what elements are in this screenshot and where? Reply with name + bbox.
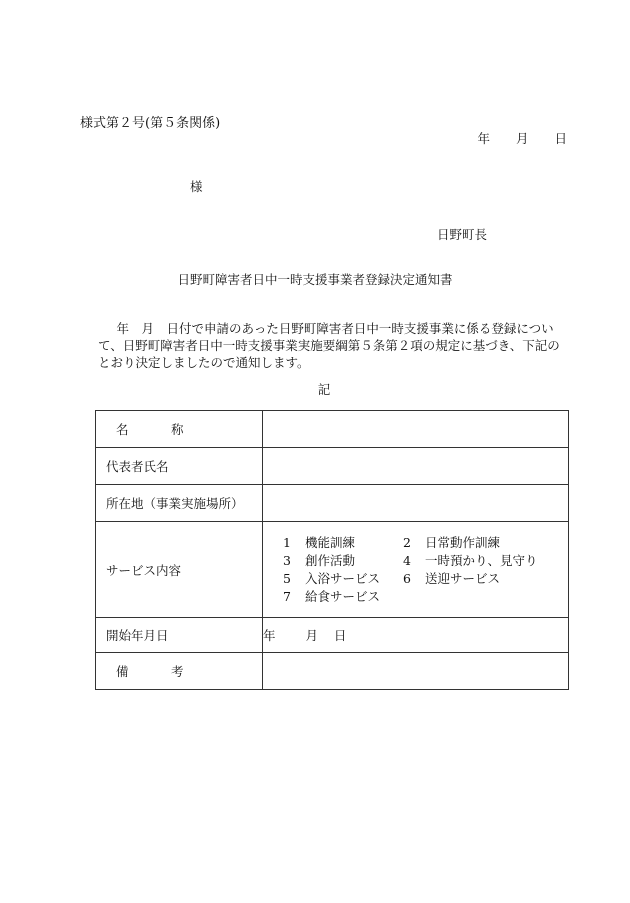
location-label: 所在地（事業実施場所） [96,485,263,522]
start-month: 月 [305,628,318,643]
service-item: 5 入浴サービス [283,570,381,586]
service-item: 2 日常動作訓練 [403,534,501,550]
location-value [263,485,569,522]
table-row [96,618,569,653]
remarks-label: 備 考 [96,653,263,690]
name-value [263,411,569,448]
service-item: 3 創作活動 [283,552,356,568]
start-date-label: 開始年月日 [96,618,263,653]
table-row [96,485,569,522]
representative-label: 代表者氏名 [96,448,263,485]
ki-heading: 記 [317,382,331,397]
addressee: 様 [190,179,203,194]
form-number: 様式第２号(第５条関係) [80,116,221,131]
date-day: 日 [554,131,567,146]
service-item: 1 機能訓練 [283,534,356,550]
representative-value [263,448,569,485]
start-day: 日 [333,628,347,643]
table-row [96,411,569,448]
service-item: 6 送迎サービス [403,570,501,586]
table-row [96,522,569,618]
start-year: 年 [263,628,276,643]
date-year: 年 [477,131,490,146]
table-row [96,653,569,690]
body-text [98,320,568,371]
start-date-value [263,618,569,653]
service-list [263,522,569,618]
table-row [96,448,569,485]
date-line [477,129,567,147]
body-line: て、日野町障害者日中一時支援事業実施要綱第５条第２項の規定に基づき、下記の [98,338,560,353]
service-item: 4 一時預かり、見守り [403,552,538,568]
issuer-name: 日野町長 [437,227,488,242]
service-label: サービス内容 [96,522,263,618]
body-line: 年 月 日付で申請のあった日野町障害者日中一時支援事業に係る登録につい [104,321,554,336]
date-month: 月 [515,131,529,146]
remarks-value [263,653,569,690]
document-title: 日野町障害者日中一時支援事業者登録決定通知書 [177,272,453,287]
service-item: 7 給食サービス [283,588,381,604]
body-line: とおり決定しましたので通知します。 [98,355,310,370]
registration-table [95,410,569,690]
name-label: 名 称 [96,411,263,448]
